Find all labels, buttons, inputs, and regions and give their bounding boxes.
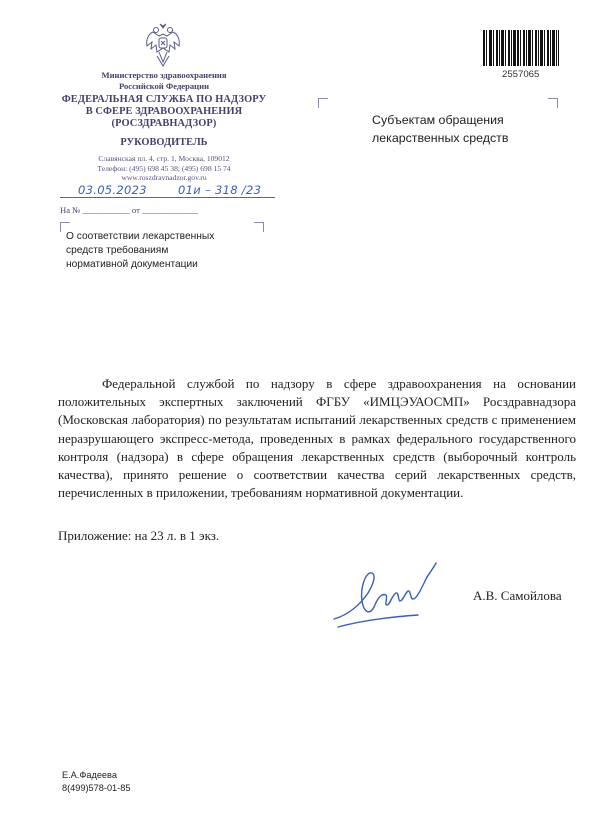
coat-of-arms-icon <box>143 22 183 68</box>
subject-line-2: средств требованиям <box>66 244 169 256</box>
head-title: РУКОВОДИТЕЛЬ <box>120 137 208 148</box>
main-paragraph: Федеральной службой по надзору в сфере здравоохранения на основании положительных экспертных заключений ФГБУ «ИМЦЭУАОСМП» Росздравнадзора (Московская лаборатория) по результатам испытаний лекарственных средств с применением неразрушающего экспресс-метода, проведенных в рамках федерального государственного контроля (надзора) в сфере обращения лекарственных средств (выборочный контроль качества), принято решение о соответствии качества серий лекарственных средств, перечисленных в приложении, требованиям нормативной документации. <box>58 376 576 501</box>
addressee-corner-left <box>318 98 328 108</box>
subject-line-3: нормативной документации <box>66 258 198 270</box>
subject-corner-right <box>254 222 264 232</box>
reference-line: На № ___________ от _____________ <box>60 205 198 215</box>
service-line-1: ФЕДЕРАЛЬНАЯ СЛУЖБА ПО НАДЗОРУ <box>61 94 267 105</box>
subject-block <box>66 230 214 271</box>
ministry-line-1: Министерство здравоохранения <box>101 70 227 80</box>
addressee-block <box>372 112 508 147</box>
signer-name: А.В. Самойлова <box>473 588 562 603</box>
subject-line-1: О соответствии лекарственных <box>66 231 215 242</box>
website-text: www.roszdravnadzor.gov.ru <box>121 173 207 183</box>
service-name <box>50 94 278 130</box>
executor-phone: 8(499)578-01-85 <box>62 783 131 793</box>
barcode-number: 2557065 <box>502 69 540 80</box>
addressee-line-1: Субъектам обращения <box>372 113 504 127</box>
executor-block <box>62 769 130 795</box>
executor-name: Е.А.Фадеева <box>62 770 117 780</box>
address-text: Славянская пл. 4, стр. 1, Москва, 109012 <box>98 154 230 163</box>
ministry-name <box>50 70 278 92</box>
barcode-icon <box>483 30 559 66</box>
registration-number: 01и – 318 /23 <box>178 183 262 197</box>
registration-underline <box>60 197 275 198</box>
contacts-block <box>50 154 278 183</box>
handwritten-signature <box>330 557 440 633</box>
addressee-line-2: лекарственных средств <box>372 130 509 145</box>
registration-date: 03.05.2023 <box>78 183 147 197</box>
phone-text: Телефон: (495) 698 45 38; (495) 698 15 74 <box>97 163 231 173</box>
service-line-3: (РОСЗДРАВНАДЗОР) <box>111 118 217 129</box>
ministry-line-2: Российской Федерации <box>118 81 210 91</box>
attachment-note: Приложение: на 23 л. в 1 экз. <box>58 528 220 543</box>
service-line-2: В СФЕРЕ ЗДРАВООХРАНЕНИЯ <box>85 106 243 117</box>
addressee-corner-right <box>548 98 558 108</box>
